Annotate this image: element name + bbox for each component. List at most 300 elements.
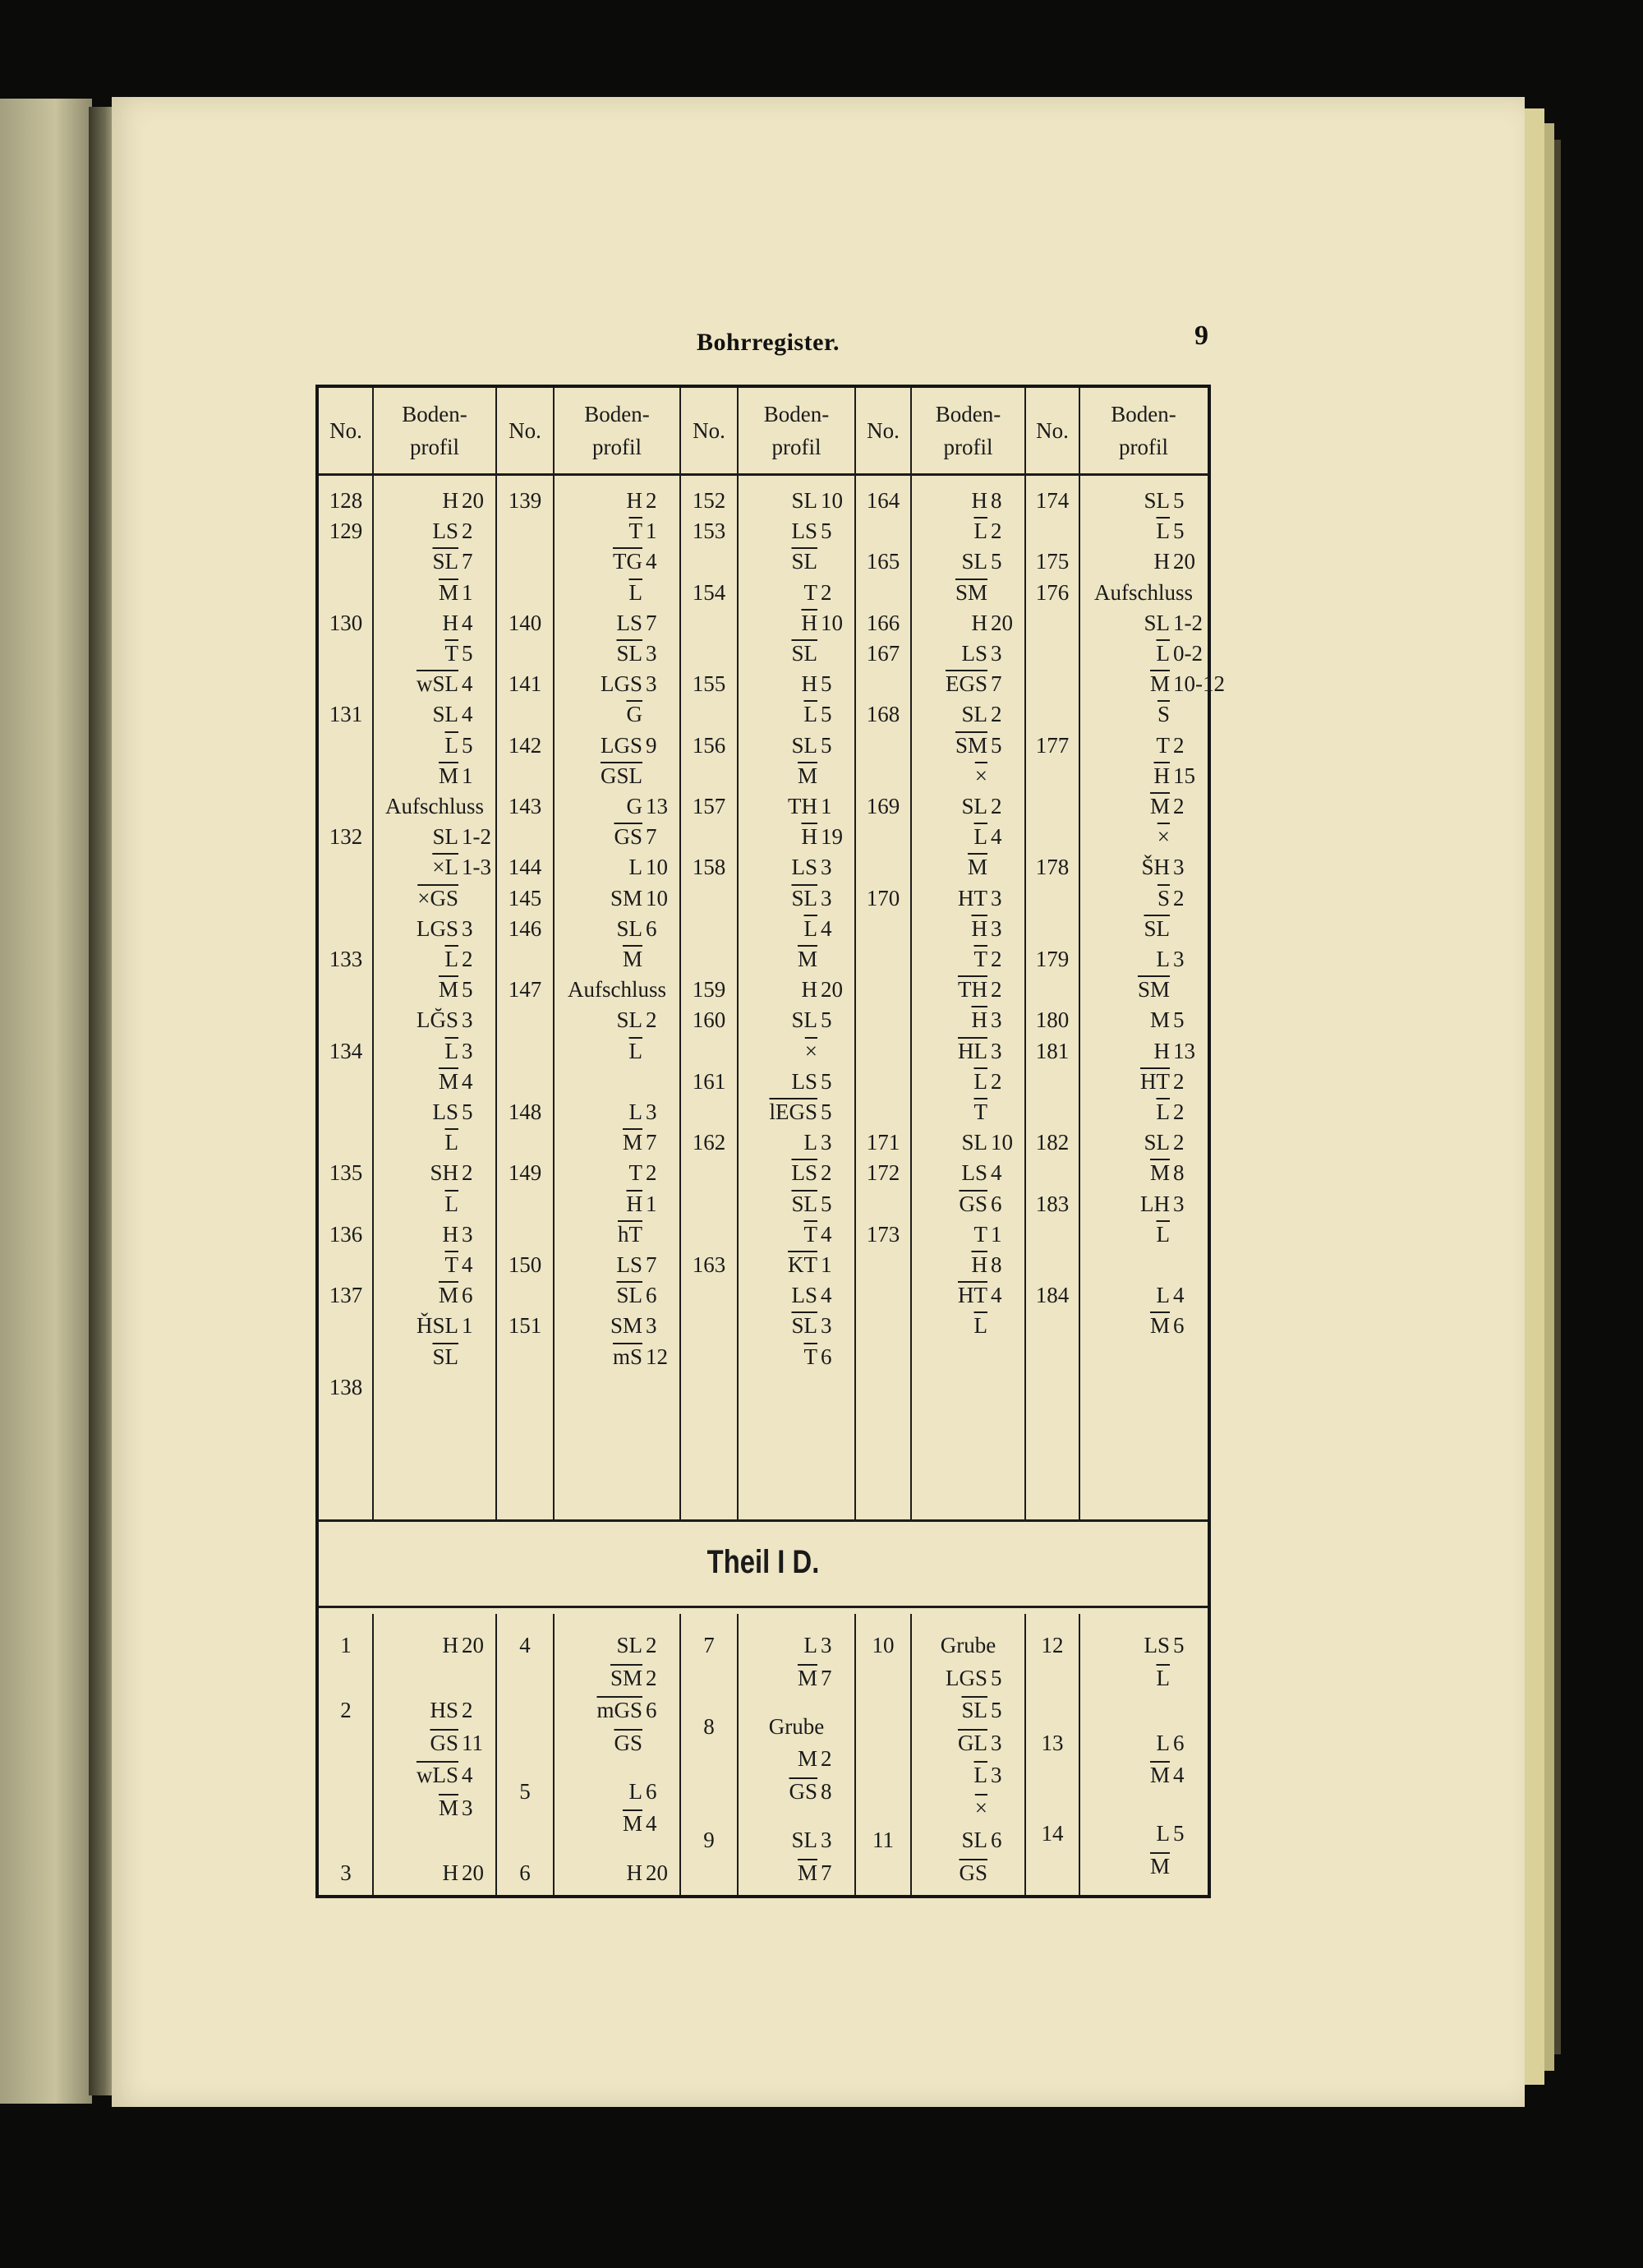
borehole-number: 177 xyxy=(1035,732,1070,758)
borehole-number: 133 xyxy=(329,947,363,971)
column-header-no: No. xyxy=(1036,418,1069,443)
borehole-number: 131 xyxy=(329,702,363,727)
soil-profile-entry xyxy=(738,1662,855,1694)
soil-profile-entry xyxy=(373,1279,496,1311)
soil-code: SL xyxy=(1144,488,1170,513)
soil-code: $\overline{SL}$ xyxy=(791,549,817,574)
borehole-number: 179 xyxy=(1035,947,1070,971)
layer-thickness: 2 xyxy=(646,1160,657,1186)
layer-thickness: 5 xyxy=(821,1191,832,1216)
soil-profile-entry xyxy=(554,514,680,547)
soil-code: H xyxy=(442,1860,458,1885)
soil-profile-entry xyxy=(554,1694,680,1726)
soil-code: M xyxy=(1149,1007,1170,1033)
soil-profile-entry xyxy=(554,790,680,823)
soil-profile-entry xyxy=(911,1823,1025,1856)
soil-code: $\overline{T}$ xyxy=(973,947,987,971)
layer-thickness: 7 xyxy=(646,610,657,635)
soil-profile-entry xyxy=(738,1340,855,1373)
layer-thickness: 2 xyxy=(462,1160,473,1186)
borehole-number: 158 xyxy=(692,855,726,880)
layer-thickness: 2 xyxy=(462,947,473,971)
layer-thickness: 4 xyxy=(462,702,473,727)
soil-profile-entry xyxy=(911,576,1025,609)
layer-thickness: 2 xyxy=(991,947,1002,971)
soil-code: $\overline{L}$ xyxy=(973,1068,987,1094)
soil-code: $\overline{L}$ xyxy=(1156,1099,1170,1124)
soil-profile-entry xyxy=(1079,1662,1208,1694)
soil-profile-entry xyxy=(738,1629,855,1662)
soil-profile-entry xyxy=(1079,1850,1208,1883)
column-header-no: No. xyxy=(693,418,725,443)
borehole-number: 168 xyxy=(866,702,900,727)
soil-code: ŠH xyxy=(1141,855,1170,880)
layer-thickness: 4 xyxy=(462,1068,473,1094)
soil-code: ȞSL xyxy=(416,1313,458,1339)
layer-thickness: 20 xyxy=(462,1633,484,1657)
borehole-number: 5 xyxy=(519,1778,531,1804)
soil-profile-entry xyxy=(554,850,680,883)
soil-code: $\overline{GS}$ xyxy=(959,1191,987,1216)
soil-code: SL xyxy=(961,1828,987,1852)
soil-profile-entry xyxy=(738,1187,855,1220)
soil-code: H xyxy=(801,671,817,697)
layer-thickness: 6 xyxy=(1173,1313,1185,1339)
soil-profile-entry xyxy=(554,576,680,609)
soil-profile-entry xyxy=(1079,1126,1208,1159)
layer-thickness: 1 xyxy=(646,1191,657,1216)
soil-profile-entry xyxy=(911,943,1025,975)
soil-code: $\overline{SL}$ xyxy=(791,1191,817,1216)
soil-profile-entry xyxy=(1079,484,1208,517)
soil-profile-entry xyxy=(738,729,855,762)
layer-thickness: 3 xyxy=(462,915,473,941)
soil-code: Grube xyxy=(940,1633,996,1657)
layer-thickness: 10 xyxy=(646,885,668,910)
layer-thickness: 4 xyxy=(991,1160,1002,1186)
soil-profile-entry xyxy=(1079,576,1208,609)
soil-code: $\overline{H}$ xyxy=(626,1191,642,1216)
borehole-number: 175 xyxy=(1035,549,1070,574)
soil-profile-entry xyxy=(373,882,496,915)
soil-profile-entry xyxy=(373,1856,496,1889)
soil-code: L xyxy=(803,1633,817,1657)
soil-code: $\overline{L}$ xyxy=(1156,641,1170,666)
soil-profile-entry xyxy=(1079,606,1208,639)
soil-profile-entry xyxy=(911,790,1025,823)
soil-profile-entry xyxy=(373,1156,496,1189)
soil-profile-entry xyxy=(738,1126,855,1159)
soil-code: L xyxy=(1156,947,1170,971)
layer-thickness: 10 xyxy=(991,1130,1013,1155)
soil-code: $\overline{M}$ xyxy=(797,947,817,971)
layer-thickness: 2 xyxy=(1173,794,1185,818)
borehole-number: 172 xyxy=(866,1160,900,1186)
soil-code: LS xyxy=(616,610,642,635)
layer-thickness: 19 xyxy=(821,824,843,850)
soil-profile-entry xyxy=(373,1726,496,1759)
soil-code: $\overline{M}$ xyxy=(967,855,987,880)
layer-thickness: 2 xyxy=(821,1746,832,1772)
soil-code: Grube xyxy=(768,1713,825,1739)
soil-profile-entry xyxy=(911,1629,1025,1662)
layer-thickness: 3 xyxy=(646,671,657,697)
soil-profile-entry xyxy=(1079,912,1208,945)
soil-code: $\overline{GS}$ xyxy=(614,1730,642,1755)
layer-thickness: 20 xyxy=(991,610,1013,635)
layer-thickness: 13 xyxy=(646,794,668,818)
soil-code: L xyxy=(1156,1283,1170,1308)
soil-code: LS xyxy=(1144,1633,1170,1657)
soil-code: $\overline{SL}$ xyxy=(616,1283,642,1308)
borehole-number: 143 xyxy=(508,794,542,818)
soil-code: ×GS xyxy=(417,885,458,910)
soil-profile-entry xyxy=(738,545,855,578)
borehole-number: 157 xyxy=(692,794,726,818)
soil-profile-entry xyxy=(373,1694,496,1726)
soil-code: SL xyxy=(616,1007,642,1033)
soil-code: $\overline{M}$ xyxy=(438,977,458,1003)
soil-profile-entry xyxy=(738,759,855,792)
layer-thickness: 13 xyxy=(1173,1038,1195,1063)
layer-thickness: 2 xyxy=(646,1633,657,1657)
soil-profile-entry xyxy=(738,1003,855,1036)
layer-thickness: 2 xyxy=(1173,885,1185,910)
layer-thickness: 5 xyxy=(462,977,473,1003)
soil-profile-entry xyxy=(554,1095,680,1128)
soil-code: $\overline{T}$ xyxy=(444,1252,458,1277)
soil-profile-entry xyxy=(554,698,680,731)
soil-code: $\overline{L}$ xyxy=(444,1038,458,1063)
soil-profile-entry xyxy=(373,1065,496,1098)
layer-thickness: 11 xyxy=(462,1730,483,1755)
layer-thickness: 5 xyxy=(821,1007,832,1033)
soil-profile-entry xyxy=(911,1726,1025,1759)
layer-thickness: 3 xyxy=(991,885,1002,910)
borehole-number: 134 xyxy=(329,1038,363,1063)
soil-code: SL xyxy=(616,915,642,941)
soil-profile-entry xyxy=(554,820,680,853)
borehole-number: 183 xyxy=(1035,1191,1070,1216)
borehole-number: 11 xyxy=(872,1828,894,1852)
layer-thickness: 3 xyxy=(821,1313,832,1339)
section-bottom-rule xyxy=(319,1606,1208,1608)
soil-profile-entry xyxy=(554,729,680,762)
soil-profile-entry xyxy=(738,1248,855,1281)
soil-code: H xyxy=(971,488,987,513)
column-header-profile: Boden- profil xyxy=(584,402,650,459)
layer-thickness: 3 xyxy=(646,1313,657,1339)
soil-profile-entry xyxy=(738,1742,855,1775)
soil-code: M xyxy=(797,1746,817,1772)
layer-thickness: 4 xyxy=(991,824,1002,850)
soil-profile-entry xyxy=(1079,1309,1208,1342)
soil-profile-entry xyxy=(554,667,680,700)
soil-code: H xyxy=(442,1221,458,1247)
borehole-number: 151 xyxy=(508,1313,542,1339)
soil-profile-entry xyxy=(738,1710,855,1743)
soil-code: $\overline{SL}$ xyxy=(432,549,458,574)
soil-code: H xyxy=(1153,549,1170,574)
layer-thickness: 5 xyxy=(1173,1007,1185,1033)
layer-thickness: 4 xyxy=(991,1283,1002,1308)
soil-code: LGS xyxy=(416,915,458,941)
borehole-number: 4 xyxy=(519,1633,531,1657)
soil-code: $\overline{H}$ xyxy=(1153,763,1170,788)
soil-code: $\overline{SL}$ xyxy=(432,1344,458,1369)
borehole-number: 128 xyxy=(329,488,363,513)
borehole-number: 167 xyxy=(866,641,900,666)
layer-thickness: 20 xyxy=(1173,549,1195,574)
soil-profile-entry xyxy=(911,1065,1025,1098)
soil-code: $\overline{SL}$ xyxy=(791,1313,817,1339)
soil-profile-entry xyxy=(911,1156,1025,1189)
layer-thickness: 3 xyxy=(991,1730,1002,1755)
borehole-number: 7 xyxy=(703,1633,715,1657)
soil-profile-entry xyxy=(1079,698,1208,731)
soil-code: LGS xyxy=(600,671,642,697)
borehole-register-table xyxy=(315,385,1225,1898)
borehole-number: 132 xyxy=(329,824,363,850)
soil-profile-entry xyxy=(554,1248,680,1281)
soil-code: SL xyxy=(791,1828,817,1852)
layer-thickness: 2 xyxy=(991,977,1002,1003)
soil-profile-entry xyxy=(911,545,1025,578)
soil-profile-entry xyxy=(373,1248,496,1281)
soil-profile-entry xyxy=(738,1823,855,1856)
borehole-number: 156 xyxy=(692,732,726,758)
soil-profile-entry xyxy=(911,1279,1025,1311)
layer-thickness: 2 xyxy=(821,579,832,605)
layer-thickness: 8 xyxy=(1173,1160,1185,1186)
soil-profile-entry xyxy=(738,1035,855,1067)
soil-profile-entry xyxy=(373,790,496,823)
soil-code: SL xyxy=(791,488,817,513)
soil-profile-entry xyxy=(373,973,496,1006)
layer-thickness: 6 xyxy=(462,1283,473,1308)
header-rule xyxy=(319,473,1208,476)
layer-thickness: 5 xyxy=(1173,519,1185,544)
column-header-no: No. xyxy=(867,418,900,443)
soil-profile-entry xyxy=(911,1187,1025,1220)
soil-code: $\overline{SM}$ xyxy=(955,732,987,758)
soil-code: × xyxy=(804,1038,817,1063)
soil-code: $\overline{T}$ xyxy=(803,1344,817,1369)
layer-thickness: 5 xyxy=(991,1665,1002,1690)
soil-profile-entry xyxy=(373,1035,496,1067)
soil-profile-entry xyxy=(911,759,1025,792)
layer-thickness: 8 xyxy=(821,1778,832,1804)
soil-profile-entry xyxy=(554,1035,680,1067)
soil-profile-entry xyxy=(911,1791,1025,1824)
borehole-number: 180 xyxy=(1035,1007,1070,1033)
soil-code: LGS xyxy=(945,1665,987,1690)
soil-profile-entry xyxy=(554,1279,680,1311)
soil-code: LS xyxy=(791,519,817,544)
soil-profile-entry xyxy=(373,1629,496,1662)
borehole-number: 141 xyxy=(508,671,542,697)
soil-code: $\overline{mS}$ xyxy=(612,1344,642,1369)
soil-profile-entry xyxy=(373,1187,496,1220)
section-top-rule xyxy=(319,1519,1208,1522)
layer-thickness: 5 xyxy=(821,519,832,544)
soil-code: $\overline{L}$ xyxy=(628,579,642,605)
soil-profile-entry xyxy=(1079,882,1208,915)
soil-code: LS xyxy=(961,1160,987,1186)
soil-code: $\overline{L}$ xyxy=(444,1130,458,1155)
soil-profile-entry xyxy=(373,850,496,883)
soil-profile-entry xyxy=(1079,1156,1208,1189)
soil-code: $\overline{M}$ xyxy=(797,1860,817,1885)
soil-profile-entry xyxy=(373,1791,496,1824)
layer-thickness: 5 xyxy=(462,1099,473,1124)
borehole-number: 139 xyxy=(508,488,542,513)
layer-thickness: 5 xyxy=(821,1099,832,1124)
soil-code: $\overline{GS}$ xyxy=(959,1860,987,1885)
soil-code: L xyxy=(1156,1821,1170,1846)
soil-profile-entry xyxy=(738,484,855,517)
layer-thickness: 6 xyxy=(991,1828,1002,1852)
soil-profile-entry xyxy=(554,1662,680,1694)
layer-thickness: 20 xyxy=(821,977,843,1003)
layer-thickness: 6 xyxy=(646,915,657,941)
soil-profile-entry xyxy=(911,606,1025,639)
layer-thickness: 3 xyxy=(821,855,832,880)
soil-code: $\overline{M}$ xyxy=(1149,1160,1170,1186)
page-edges xyxy=(1525,108,1544,2085)
soil-code: $\overline{M}$ xyxy=(797,1665,817,1690)
borehole-number: 174 xyxy=(1035,488,1070,513)
soil-code: Aufschluss xyxy=(568,977,666,1003)
soil-profile-entry xyxy=(738,912,855,945)
soil-profile-entry xyxy=(911,1035,1025,1067)
soil-code: lEGS xyxy=(769,1099,817,1124)
soil-profile-entry xyxy=(554,882,680,915)
soil-code: $\overline{LS}$ xyxy=(791,1160,817,1186)
soil-code: LS xyxy=(791,1068,817,1094)
layer-thickness: 3 xyxy=(991,1038,1002,1063)
soil-profile-entry xyxy=(1079,1218,1208,1251)
layer-thickness: 7 xyxy=(991,671,1002,697)
borehole-number: 162 xyxy=(692,1130,726,1155)
soil-code: $\overline{SM}$ xyxy=(610,1665,642,1690)
soil-profile-entry xyxy=(738,667,855,700)
borehole-number: 13 xyxy=(1041,1730,1064,1755)
soil-code: $\overline{T}$ xyxy=(628,519,642,544)
borehole-number: 170 xyxy=(866,885,900,910)
borehole-number: 130 xyxy=(329,610,363,635)
borehole-number: 155 xyxy=(692,671,726,697)
layer-thickness: 4 xyxy=(821,915,832,941)
soil-code: $\overline{SL}$ xyxy=(616,641,642,666)
layer-thickness: 4 xyxy=(821,1283,832,1308)
layer-thickness: 2 xyxy=(1173,1099,1185,1124)
layer-thickness: 1-3 xyxy=(462,855,491,880)
soil-profile-entry xyxy=(554,1340,680,1373)
column-header-profile: Boden- profil xyxy=(935,402,1001,459)
soil-code: $\overline{L}$ xyxy=(1156,1665,1170,1690)
soil-code: SL xyxy=(961,549,987,574)
borehole-number: 137 xyxy=(329,1283,363,1308)
soil-profile-entry xyxy=(911,1694,1025,1726)
column-header-profile: Boden- profil xyxy=(402,402,467,459)
borehole-number: 163 xyxy=(692,1252,726,1277)
soil-code: $\overline{M}$ xyxy=(1149,1853,1170,1878)
layer-thickness: 4 xyxy=(462,671,473,697)
soil-profile-entry xyxy=(373,943,496,975)
soil-profile-entry xyxy=(1079,1065,1208,1098)
layer-thickness: 15 xyxy=(1173,763,1195,788)
soil-code: $\overline{SM}$ xyxy=(955,579,987,605)
soil-code: $\overline{H}$ xyxy=(971,1252,987,1277)
borehole-number: 178 xyxy=(1035,855,1070,880)
layer-thickness: 10 xyxy=(821,488,843,513)
soil-profile-entry xyxy=(738,606,855,639)
soil-profile-entry xyxy=(911,1856,1025,1889)
borehole-number: 144 xyxy=(508,855,542,880)
soil-profile-entry xyxy=(554,1156,680,1189)
soil-profile-entry xyxy=(738,576,855,609)
layer-thickness: 4 xyxy=(462,1763,473,1787)
soil-profile-entry xyxy=(1079,667,1225,700)
soil-code: $\overline{M}$ xyxy=(622,947,642,971)
soil-profile-entry xyxy=(554,973,680,1006)
soil-code: $\overline{GS}$ xyxy=(430,1730,458,1755)
soil-code: H xyxy=(971,610,987,635)
soil-profile-entry xyxy=(554,1187,680,1220)
soil-code: $\overline{M}$ xyxy=(1149,671,1170,697)
layer-thickness: 2 xyxy=(646,1665,657,1690)
layer-thickness: 3 xyxy=(646,1099,657,1124)
soil-profile-entry xyxy=(1079,1035,1208,1067)
soil-profile-entry xyxy=(373,1095,496,1128)
soil-code: H xyxy=(626,488,642,513)
soil-code: $\overline{G}$ xyxy=(626,702,642,727)
soil-code: $\overline{HT}$ xyxy=(958,1283,987,1308)
soil-code: $\overline{L}$ xyxy=(1156,1221,1170,1247)
soil-code: Aufschluss xyxy=(385,794,484,818)
layer-thickness: 1 xyxy=(991,1221,1002,1247)
layer-thickness: 2 xyxy=(991,794,1002,818)
layer-thickness: 1 xyxy=(821,794,832,818)
soil-profile-entry xyxy=(554,637,680,670)
soil-code: $\overline{H}$ xyxy=(801,824,817,850)
borehole-number: 161 xyxy=(692,1068,726,1094)
borehole-number: 129 xyxy=(329,519,363,544)
soil-profile-entry xyxy=(911,1095,1025,1128)
soil-code: $\overline{M}$ xyxy=(1149,794,1170,818)
layer-thickness: 2 xyxy=(1173,732,1185,758)
borehole-number: 3 xyxy=(340,1860,352,1885)
soil-code: Aufschluss xyxy=(1094,579,1193,605)
soil-profile-entry xyxy=(554,1807,680,1840)
soil-code: LS xyxy=(616,1252,642,1277)
soil-code: SH xyxy=(430,1160,458,1186)
soil-code: $\overline{M}$ xyxy=(438,1283,458,1308)
layer-thickness: 4 xyxy=(1173,1283,1185,1308)
soil-code: $\overline{S}$ xyxy=(1157,702,1170,727)
soil-code: SL xyxy=(616,1633,642,1657)
soil-code: $\overline{T}$ xyxy=(444,641,458,666)
soil-profile-entry xyxy=(1079,1003,1208,1036)
soil-profile-entry xyxy=(911,820,1025,853)
soil-code: H xyxy=(442,1633,458,1657)
layer-thickness: 5 xyxy=(821,1068,832,1094)
layer-thickness: 5 xyxy=(821,702,832,727)
soil-profile-entry xyxy=(1079,850,1208,883)
book-cover-edge xyxy=(1554,140,1561,2054)
soil-profile-entry xyxy=(911,1248,1025,1281)
